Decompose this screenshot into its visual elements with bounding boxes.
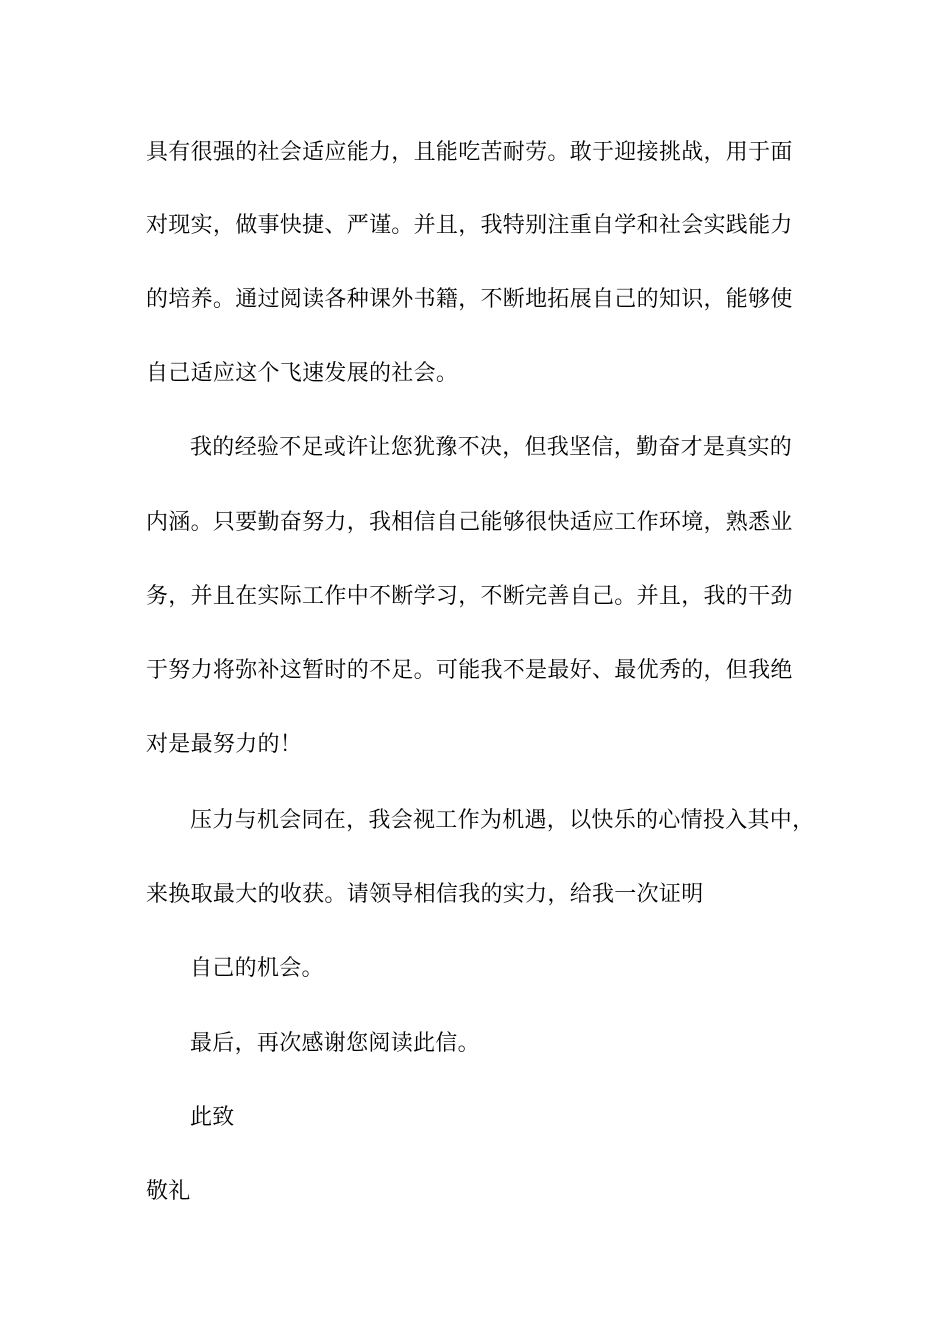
closing-thanks: 最后，再次感谢您阅读此信。: [190, 1031, 480, 1056]
text-line: 对是最努力的！: [146, 732, 303, 757]
text-line: 自己的机会。: [190, 956, 324, 981]
text-line: 对现实，做事快捷、严谨。并且，我特别注重自学和社会实践能力: [146, 213, 793, 238]
text-line: 于努力将弥补这暂时的不足。可能我不是最好、最优秀的，但我绝: [146, 658, 793, 683]
text-line: 具有很强的社会适应能力，且能吃苦耐劳。敢于迎接挑战，用于面: [146, 140, 793, 165]
closing-regards: 敬礼: [146, 1179, 191, 1204]
text-line: 来换取最大的收获。请领导相信我的实力，给我一次证明: [146, 882, 704, 907]
text-line: 自己适应这个飞速发展的社会。: [146, 361, 459, 386]
closing-salutation: 此致: [190, 1105, 235, 1130]
text-line: 的培养。通过阅读各种课外书籍，不断地拓展自己的知识，能够使: [146, 287, 793, 312]
text-line: 务，并且在实际工作中不断学习，不断完善自己。并且，我的干劲: [146, 584, 793, 609]
paragraph-start-line: 压力与机会同在，我会视工作为机遇，以快乐的心情投入其中，: [190, 808, 815, 833]
paragraph-start-line: 我的经验不足或许让您犹豫不决，但我坚信，勤奋才是真实的: [190, 435, 793, 460]
text-line: 内涵。只要勤奋努力，我相信自己能够很快适应工作环境，熟悉业: [146, 510, 793, 535]
